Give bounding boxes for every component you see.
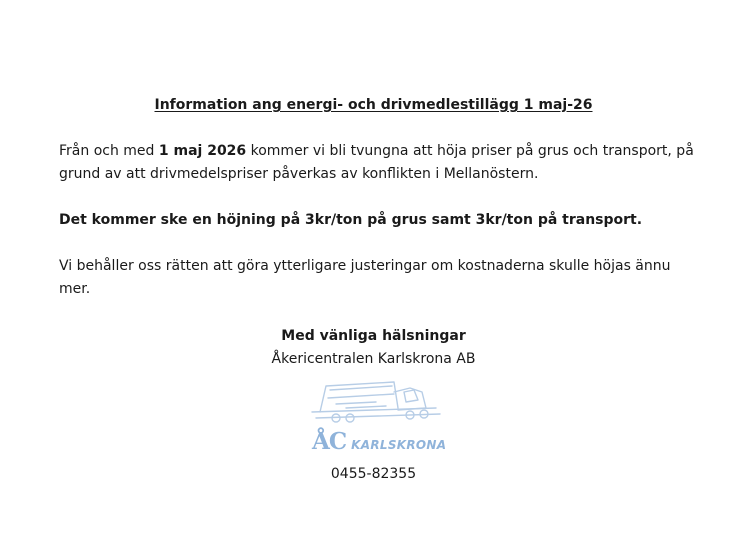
logo-initials: ÅC: [312, 428, 347, 455]
logo-wordmark: [306, 428, 456, 458]
paragraph-price-increase: [59, 140, 699, 186]
greeting: Med vänliga hälsningar: [281, 328, 466, 344]
company-logo: [306, 378, 456, 460]
truck-icon: [306, 378, 456, 430]
paragraph-reservation: Vi behåller oss rätten att göra ytterligare justeringar om kostnaderna skulle höjas ännu mer.: [59, 258, 671, 297]
company-name: Åkericentralen Karlskrona AB: [271, 351, 476, 367]
paragraph-increase-amount: Det kommer ske en höjning på 3kr/ton på grus samt 3kr/ton på transport.: [59, 212, 643, 228]
logo-city: KARLSKRONA: [351, 438, 447, 452]
p1-date: 1 maj 2026: [158, 143, 247, 159]
p1-after: kommer vi bli tvungna att höja priser på grus och transport, på grund av att drivmedelspriser påverkas av konflikten i Mellanöstern.: [59, 143, 694, 182]
phone-number: 0455-82355: [330, 466, 417, 482]
letter-title: Information ang energi- och drivmedlestillägg 1 maj-26: [154, 97, 593, 113]
p1-before: Från och med: [59, 143, 159, 159]
